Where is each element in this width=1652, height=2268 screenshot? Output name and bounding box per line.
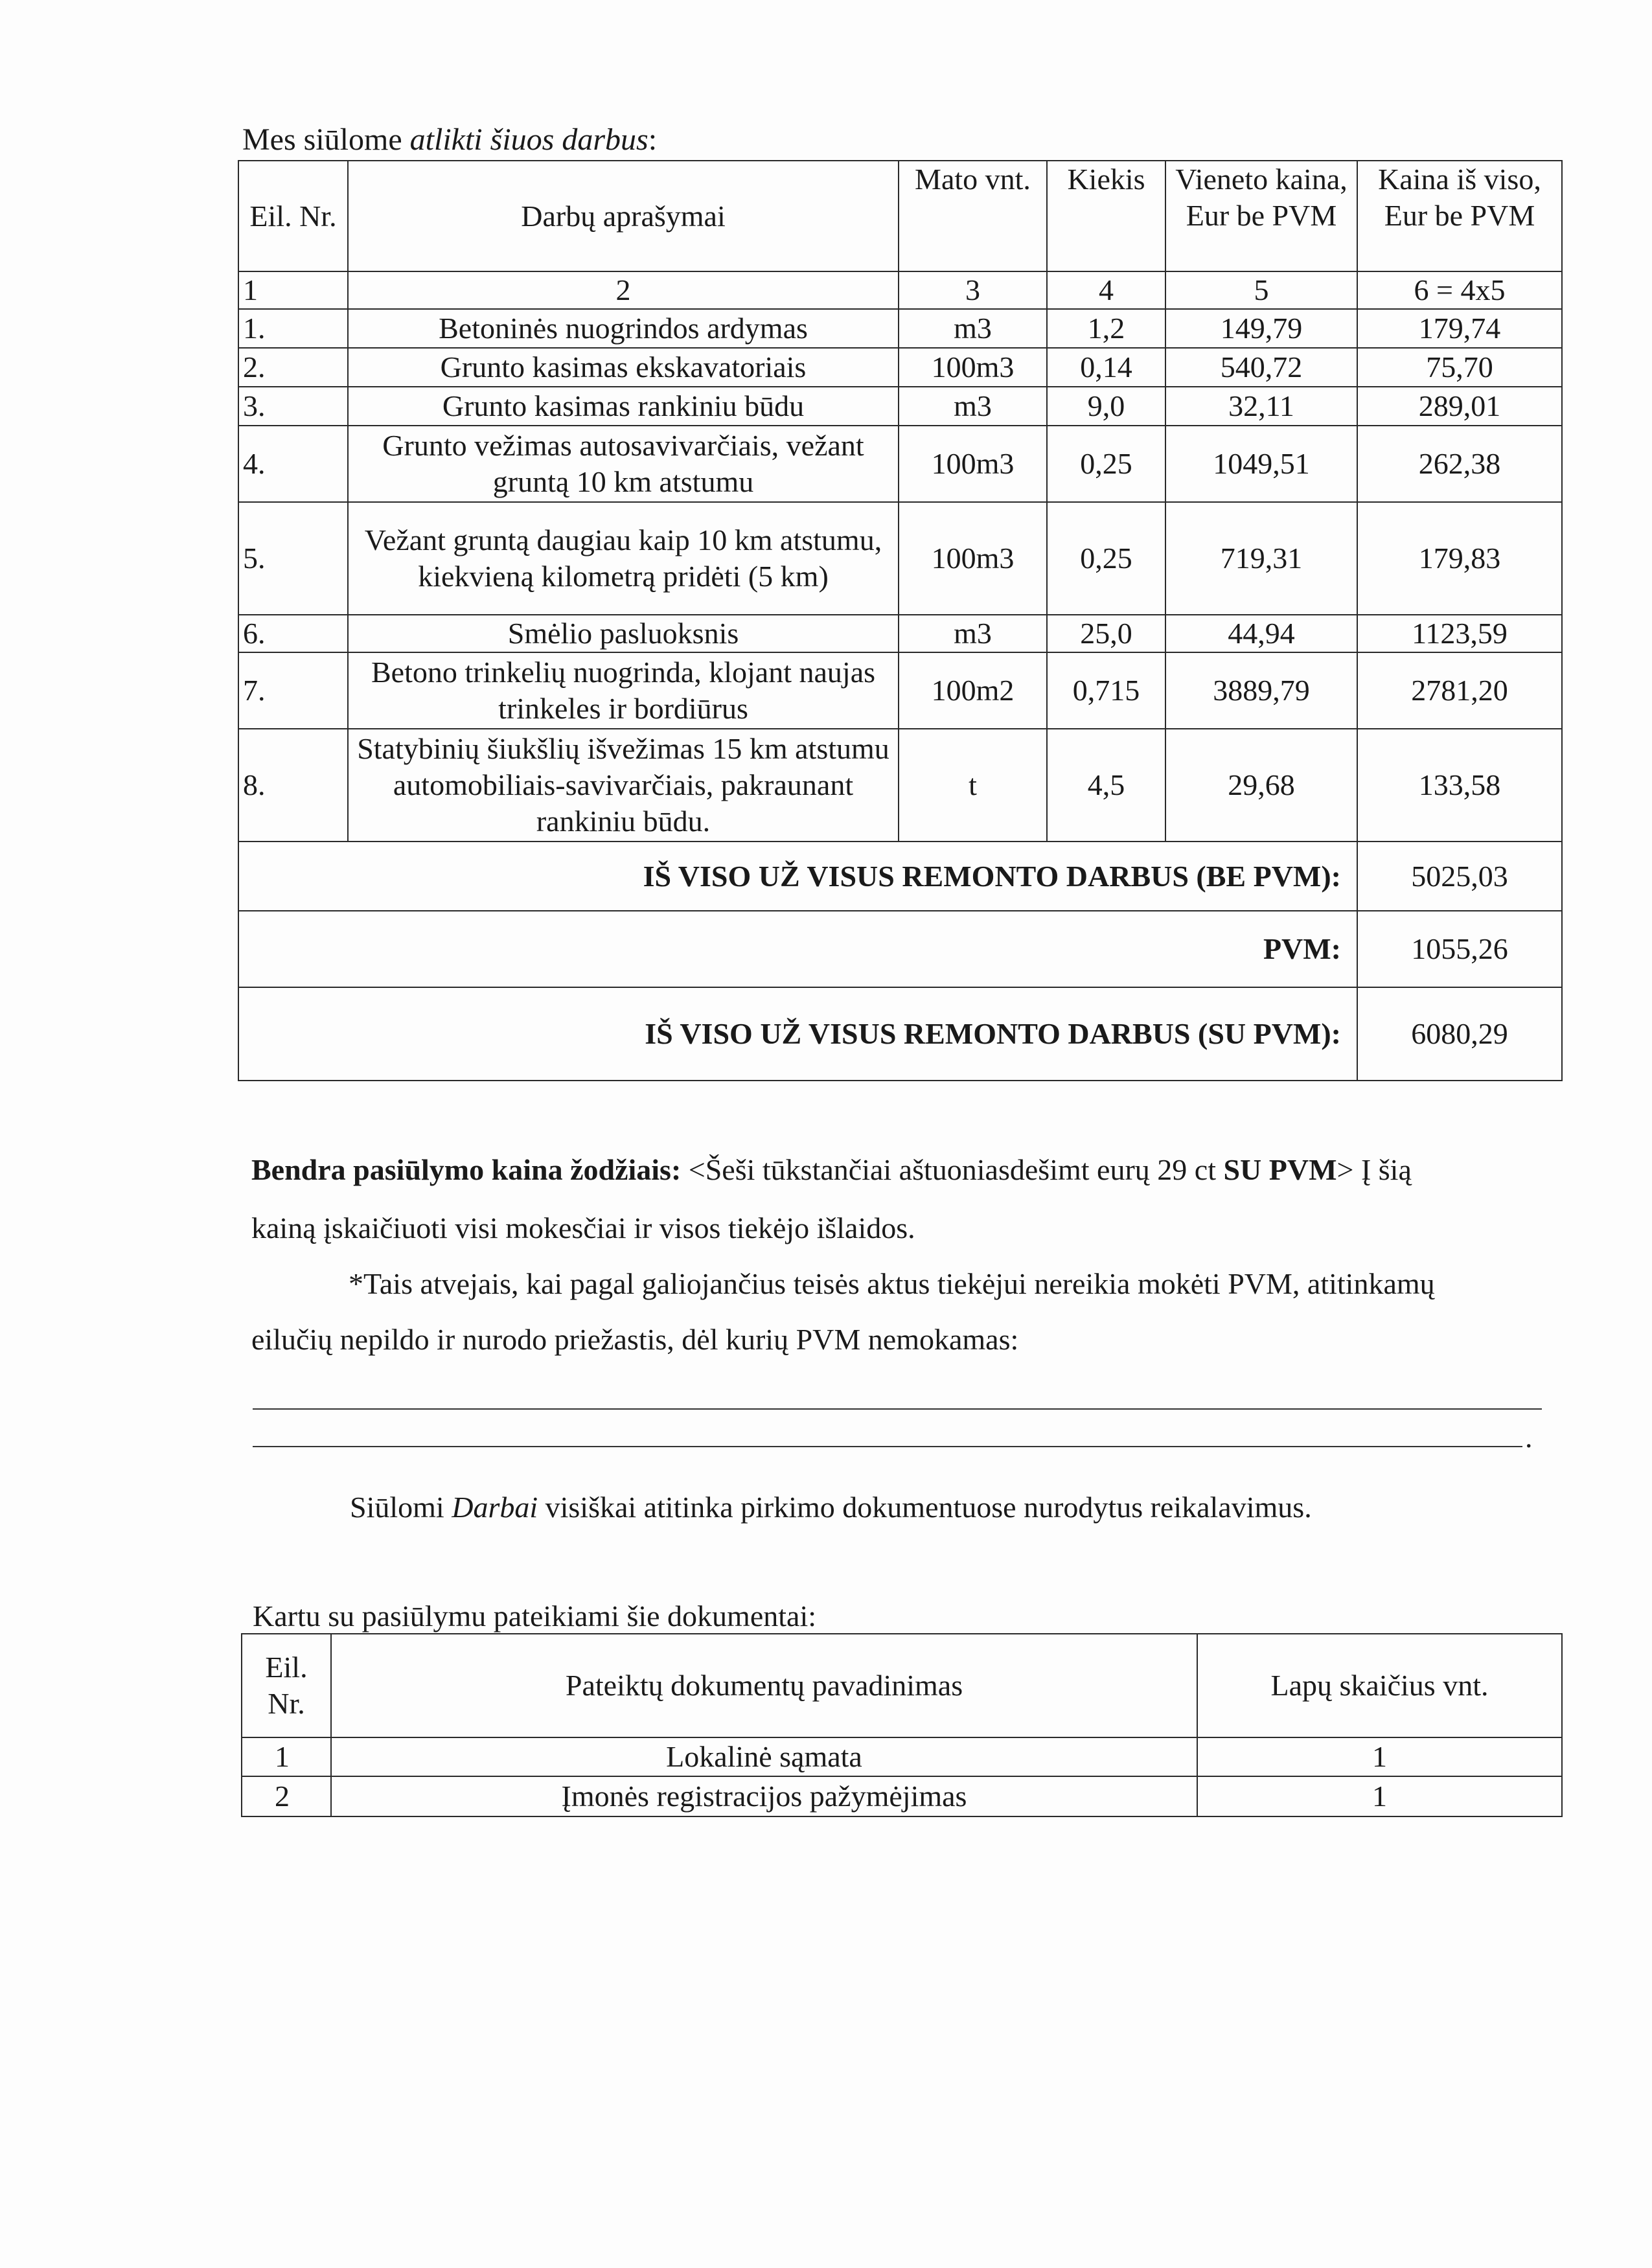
row-unit-price: 44,94 xyxy=(1165,615,1357,652)
row-nr: 8. xyxy=(238,729,348,842)
row-nr: 4. xyxy=(238,426,348,502)
row-qty: 0,14 xyxy=(1047,348,1165,387)
header-qty: Kiekis xyxy=(1047,161,1165,271)
row-total: 262,38 xyxy=(1357,426,1562,502)
fill-line[interactable] xyxy=(253,1408,1542,1410)
row-desc: Grunto kasimas rankiniu būdu xyxy=(348,387,899,426)
colnum: 4 xyxy=(1047,271,1165,309)
total-value: 6080,29 xyxy=(1357,987,1562,1081)
documents-table xyxy=(241,1633,1563,1817)
row-desc: Vežant gruntą daugiau kaip 10 km atstumu, kiekvieną kilometrą pridėti (5 km) xyxy=(348,502,899,615)
row-unit: 100m3 xyxy=(899,426,1047,502)
intro-text: Mes siūlome xyxy=(242,122,410,157)
colnum: 2 xyxy=(348,271,899,309)
row-unit: 100m3 xyxy=(899,348,1047,387)
header-total: Kaina iš viso, Eur be PVM xyxy=(1357,161,1562,271)
intro-italic: atlikti šiuos darbus xyxy=(409,122,648,157)
header-unit-price: Vieneto kaina, Eur be PVM xyxy=(1165,161,1357,271)
total-value: 5025,03 xyxy=(1357,842,1562,911)
compliance-italic: Darbai xyxy=(452,1491,538,1524)
row-unit: 100m3 xyxy=(899,502,1047,615)
intro-colon: : xyxy=(648,122,658,157)
row-total: 2781,20 xyxy=(1357,652,1562,729)
total-label: IŠ VISO UŽ VISUS REMONTO DARBUS (SU PVM): xyxy=(238,987,1357,1081)
table-row xyxy=(238,502,1562,615)
doc-nr: 2 xyxy=(242,1776,331,1816)
table-row xyxy=(242,1776,1562,1816)
doc-name: Įmonės registracijos pažymėjimas xyxy=(331,1776,1197,1816)
row-desc: Statybinių šiukšlių išvežimas 15 km atstumu automobiliais-savivarčiais, pakraunant rankiniu būdu. xyxy=(348,729,899,842)
compliance-statement xyxy=(350,1479,1652,1536)
header-row xyxy=(238,161,1562,271)
row-total: 179,74 xyxy=(1357,309,1562,348)
row-unit: m3 xyxy=(899,309,1047,348)
fill-line[interactable] xyxy=(253,1446,1522,1447)
price-in-words xyxy=(251,1141,1566,1198)
doc-pages: 1 xyxy=(1197,1776,1562,1816)
row-nr: 1. xyxy=(238,309,348,348)
header-row xyxy=(242,1634,1562,1737)
row-desc: Grunto vežimas autosavivarčiais, vežant gruntą 10 km atstumu xyxy=(348,426,899,502)
column-number-row xyxy=(238,271,1562,309)
row-unit: m3 xyxy=(899,615,1047,652)
row-desc: Grunto kasimas ekskavatoriais xyxy=(348,348,899,387)
price-words-text: <Šeši tūkstančiai aštuoniasdešimt eurų 29 ct xyxy=(681,1153,1224,1186)
table-row xyxy=(238,652,1562,729)
row-total: 179,83 xyxy=(1357,502,1562,615)
row-nr: 7. xyxy=(238,652,348,729)
doc-name: Lokalinė sąmata xyxy=(331,1737,1197,1776)
table-row xyxy=(238,426,1562,502)
row-total: 1123,59 xyxy=(1357,615,1562,652)
row-unit-price: 540,72 xyxy=(1165,348,1357,387)
price-includes: kainą įskaičiuoti visi mokesčiai ir visos tiekėjo išlaidos. xyxy=(251,1211,915,1244)
row-total: 289,01 xyxy=(1357,387,1562,426)
row-total: 133,58 xyxy=(1357,729,1562,842)
vat-note-line1: *Tais atvejais, kai pagal galiojančius teisės aktus tiekėjui nereikia mokėti PVM, atitinkamų xyxy=(349,1267,1435,1300)
price-words-label: Bendra pasiūlymo kaina žodžiais: xyxy=(251,1153,682,1186)
row-unit-price: 3889,79 xyxy=(1165,652,1357,729)
colnum: 3 xyxy=(899,271,1047,309)
compliance-text: Siūlomi xyxy=(350,1491,452,1524)
colnum: 1 xyxy=(238,271,348,309)
table-row xyxy=(238,387,1562,426)
end-mark: . xyxy=(1525,1421,1533,1454)
table-row xyxy=(238,309,1562,348)
colnum: 5 xyxy=(1165,271,1357,309)
header-unit: Mato vnt. xyxy=(899,161,1047,271)
header-nr: Eil. Nr. xyxy=(242,1634,331,1737)
row-unit-price: 1049,51 xyxy=(1165,426,1357,502)
table-row xyxy=(238,615,1562,652)
vat-label: PVM: xyxy=(238,911,1357,987)
table-row xyxy=(242,1737,1562,1776)
vat-value: 1055,26 xyxy=(1357,911,1562,987)
row-nr: 6. xyxy=(238,615,348,652)
total-label: IŠ VISO UŽ VISUS REMONTO DARBUS (BE PVM): xyxy=(238,842,1357,911)
total-row-with-vat xyxy=(238,987,1562,1081)
row-qty: 9,0 xyxy=(1047,387,1165,426)
header-pages: Lapų skaičius vnt. xyxy=(1197,1634,1562,1737)
row-unit-price: 719,31 xyxy=(1165,502,1357,615)
row-unit-price: 32,11 xyxy=(1165,387,1357,426)
row-unit-price: 29,68 xyxy=(1165,729,1357,842)
price-words-end: > Į šią xyxy=(1337,1153,1412,1186)
row-qty: 1,2 xyxy=(1047,309,1165,348)
row-qty: 0,25 xyxy=(1047,426,1165,502)
row-unit: m3 xyxy=(899,387,1047,426)
table-row xyxy=(238,348,1562,387)
row-nr: 3. xyxy=(238,387,348,426)
row-nr: 5. xyxy=(238,502,348,615)
row-unit-price: 149,79 xyxy=(1165,309,1357,348)
row-qty: 25,0 xyxy=(1047,615,1165,652)
doc-nr: 1 xyxy=(242,1737,331,1776)
row-unit: t xyxy=(899,729,1047,842)
header-nr: Eil. Nr. xyxy=(238,161,348,271)
colnum: 6 = 4x5 xyxy=(1357,271,1562,309)
row-qty: 4,5 xyxy=(1047,729,1165,842)
row-desc: Betoninės nuogrindos ardymas xyxy=(348,309,899,348)
row-desc: Betono trinkelių nuogrinda, klojant naujas trinkeles ir bordiūrus xyxy=(348,652,899,729)
vat-row xyxy=(238,911,1562,987)
row-desc: Smėlio pasluoksnis xyxy=(348,615,899,652)
price-words-vat: SU PVM xyxy=(1223,1153,1337,1186)
docs-intro: Kartu su pasiūlymu pateikiami šie dokumentai: xyxy=(253,1599,817,1632)
table-row xyxy=(238,729,1562,842)
row-nr: 2. xyxy=(238,348,348,387)
total-row-without-vat xyxy=(238,842,1562,911)
row-qty: 0,25 xyxy=(1047,502,1165,615)
header-doc-name: Pateiktų dokumentų pavadinimas xyxy=(331,1634,1197,1737)
row-total: 75,70 xyxy=(1357,348,1562,387)
row-qty: 0,715 xyxy=(1047,652,1165,729)
row-unit: 100m2 xyxy=(899,652,1047,729)
works-table xyxy=(238,160,1563,1081)
header-desc: Darbų aprašymai xyxy=(348,161,899,271)
doc-pages: 1 xyxy=(1197,1737,1562,1776)
compliance-text: visiškai atitinka pirkimo dokumentuose nurodytus reikalavimus. xyxy=(538,1491,1312,1524)
vat-note-line2: eilučių nepildo ir nurodo priežastis, dėl kurių PVM nemokamas: xyxy=(251,1323,1019,1356)
works-intro xyxy=(242,122,657,157)
